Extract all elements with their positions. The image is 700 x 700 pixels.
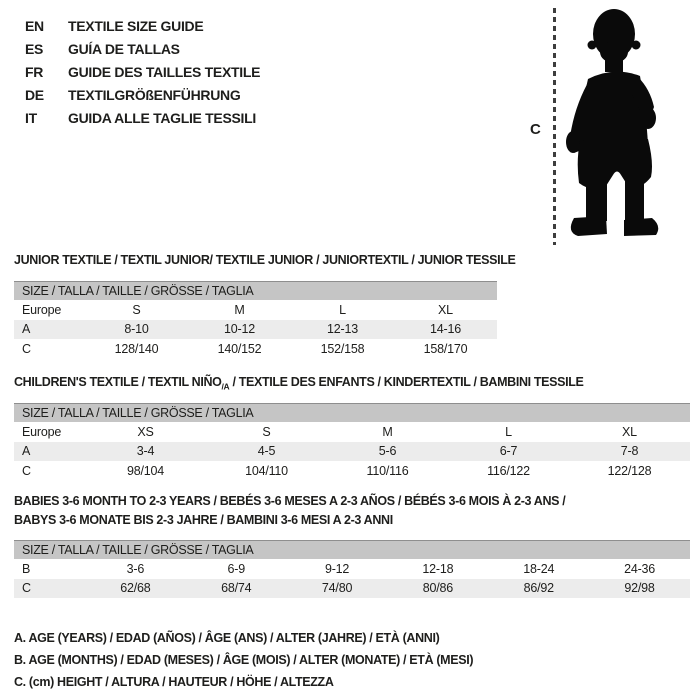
title-part: / TEXTILE DES ENFANTS / KINDERTEXTIL / BAMBINI TESSILE xyxy=(229,375,584,389)
size-cell: L xyxy=(505,424,512,439)
size-cell: XL xyxy=(438,302,453,317)
age-cell: 24-36 xyxy=(624,561,656,576)
height-dashed-line xyxy=(553,8,556,245)
row-label: C xyxy=(22,581,31,596)
language-title-list xyxy=(25,14,260,129)
size-cell: S xyxy=(262,424,271,439)
guide-title-de: TEXTILGRÖßENFÜHRUNG xyxy=(68,86,241,103)
title-part: CHILDREN'S TEXTILE / TEXTIL NIÑO xyxy=(14,375,222,389)
baby-silhouette-image xyxy=(558,5,662,241)
size-cell: XL xyxy=(622,424,637,439)
age-cell: 5-6 xyxy=(378,444,397,459)
title-subscript: /A xyxy=(221,381,230,392)
age-cell: 9-12 xyxy=(324,561,350,576)
size-cell: S xyxy=(132,302,141,317)
table-row-height xyxy=(14,461,690,481)
table-row-height xyxy=(14,579,690,599)
table-row-europe xyxy=(14,300,497,320)
title-line-2: BABYS 3-6 MONATE BIS 2-3 JAHRE / BAMBINI 3-6 MESI A 2-3 ANNI xyxy=(14,513,393,527)
guide-title-en: TEXTILE SIZE GUIDE xyxy=(68,17,204,34)
language-row-es xyxy=(25,37,260,60)
height-measure-label: C xyxy=(530,121,541,138)
section-title-babies xyxy=(14,492,565,530)
language-code: FR xyxy=(25,63,44,80)
height-cell: 98/104 xyxy=(126,463,165,478)
age-cell: 10-12 xyxy=(224,322,255,337)
age-cell: 14-16 xyxy=(430,322,461,337)
size-header-bar: SIZE / TALLA / TAILLE / GRÖSSE / TAGLIA xyxy=(14,403,690,422)
guide-title-fr: GUIDE DES TAILLES TEXTILE xyxy=(68,63,261,80)
age-cell: 12-18 xyxy=(422,561,454,576)
row-label: Europe xyxy=(22,302,62,317)
footnote-height-cm: C. (cm) HEIGHT / ALTURA / HAUTEUR / HÖHE / ALTEZZA xyxy=(14,675,334,689)
language-code: EN xyxy=(25,17,44,34)
row-label: C xyxy=(22,463,31,478)
height-cell: 140/152 xyxy=(217,341,262,356)
language-row-it xyxy=(25,106,260,129)
language-row-fr xyxy=(25,60,260,83)
table-row-age xyxy=(14,320,497,340)
row-label: A xyxy=(22,444,31,459)
height-cell: 92/98 xyxy=(624,581,655,596)
children-size-table xyxy=(14,403,690,481)
height-cell: 158/170 xyxy=(423,341,468,356)
age-cell: 6-9 xyxy=(227,561,245,576)
junior-size-table xyxy=(14,281,497,359)
age-cell: 12-13 xyxy=(327,322,358,337)
size-cell: M xyxy=(234,302,245,317)
height-cell: 128/140 xyxy=(114,341,159,356)
age-cell: 8-10 xyxy=(124,322,149,337)
row-label: A xyxy=(22,322,31,337)
title-line-1: BABIES 3-6 MONTH TO 2-3 YEARS / BEBÉS 3-6 MESES A 2-3 AÑOS / BÉBÉS 3-6 MOIS À 2-3 ANS / xyxy=(14,494,566,508)
height-cell: 152/158 xyxy=(320,341,365,356)
guide-title-es: GUÍA DE TALLAS xyxy=(68,40,180,57)
height-cell: 104/110 xyxy=(245,463,288,478)
size-cell: M xyxy=(382,424,393,439)
row-label: B xyxy=(22,561,31,576)
language-code: DE xyxy=(25,86,44,103)
age-cell: 3-6 xyxy=(126,561,145,576)
height-cell: 80/86 xyxy=(422,581,454,596)
legend-footnotes xyxy=(14,627,473,693)
age-cell: 6-7 xyxy=(499,444,518,459)
language-code: IT xyxy=(25,109,37,126)
row-label: Europe xyxy=(22,424,62,439)
language-row-en xyxy=(25,14,260,37)
height-cell: 86/92 xyxy=(523,581,554,596)
age-cell: 18-24 xyxy=(523,561,555,576)
height-cell: 116/122 xyxy=(487,463,530,478)
guide-title-it: GUIDA ALLE TAGLIE TESSILI xyxy=(68,109,256,126)
section-title-children xyxy=(14,373,584,397)
language-code: ES xyxy=(25,40,44,57)
height-cell: 110/116 xyxy=(366,463,409,478)
height-cell: 122/128 xyxy=(607,463,652,478)
babies-size-table xyxy=(14,540,690,598)
footnote-age-years: A. AGE (YEARS) / EDAD (AÑOS) / ÂGE (ANS) / ALTER (JAHRE) / ETÀ (ANNI) xyxy=(14,631,440,645)
size-header-bar: SIZE / TALLA / TAILLE / GRÖSSE / TAGLIA xyxy=(14,281,497,300)
age-cell: 7-8 xyxy=(620,444,639,459)
height-cell: 68/74 xyxy=(221,581,252,596)
height-cell: 74/80 xyxy=(321,581,353,596)
language-row-de xyxy=(25,83,260,106)
table-row-europe xyxy=(14,422,690,442)
size-cell: L xyxy=(339,302,346,317)
section-title-junior: JUNIOR TEXTILE / TEXTIL JUNIOR/ TEXTILE JUNIOR / JUNIORTEXTIL / JUNIOR TESSILE xyxy=(14,253,516,267)
height-cell: 62/68 xyxy=(120,581,151,596)
table-row-age-months xyxy=(14,559,690,579)
age-cell: 4-5 xyxy=(257,444,276,459)
row-label: C xyxy=(22,341,31,356)
table-row-height xyxy=(14,339,497,359)
size-cell: XS xyxy=(137,424,154,439)
footnote-age-months: B. AGE (MONTHS) / EDAD (MESES) / ÂGE (MOIS) / ALTER (MONATE) / ETÀ (MESI) xyxy=(14,653,474,667)
age-cell: 3-4 xyxy=(136,444,155,459)
size-header-bar: SIZE / TALLA / TAILLE / GRÖSSE / TAGLIA xyxy=(14,540,690,559)
table-row-age xyxy=(14,442,690,462)
